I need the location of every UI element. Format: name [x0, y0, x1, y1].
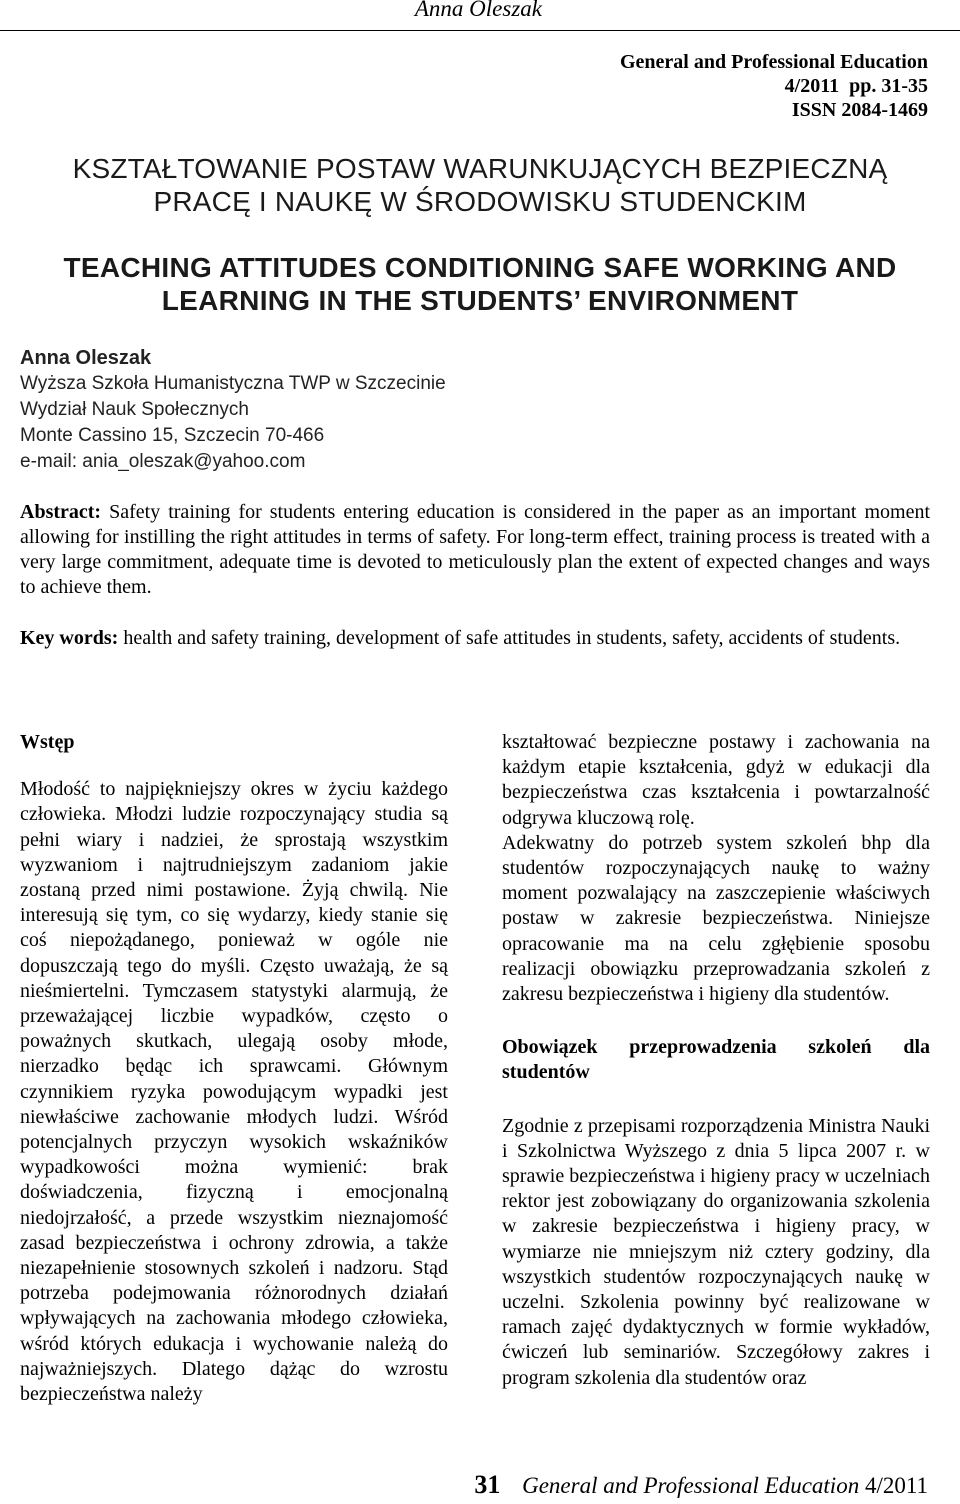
header-rule	[0, 30, 960, 31]
journal-issue-pages: 4/2011 pp. 31-35	[784, 75, 928, 97]
title-english-line-1: TEACHING ATTITUDES CONDITIONING SAFE WORKING AND	[63, 252, 897, 283]
abstract	[20, 500, 930, 600]
page-number: 31	[474, 1470, 501, 1499]
title-polish-line-1: KSZTAŁTOWANIE POSTAW WARUNKUJĄCYCH BEZPIECZNĄ	[72, 153, 888, 184]
footer-journal-name: General and Professional Education	[522, 1473, 860, 1498]
introduction-paragraph: Młodość to najpiękniejszy okres w życiu każdego człowieka. Młodzi ludzie rozpoczynający studia są pełni wiary i nadziei, że sprostają wszystkim wyzwaniom i najtrudniejszym zadaniom jakie zostaną przed nimi postawione. Żyją chwilą. Nie interesują się tym, co się wydarzy, kiedy stanie się coś niepożądanego, ponieważ w ogóle nie dopuszczają tego do myśli. Często uważają, że są nieśmiertelni. Tymczasem statystyki alarmują, że przeważającej liczbie wypadków, często o poważnych skutkach, ulegają osoby młode, nierzadko będąc ich sprawcami. Głównym czynnikiem ryzyka powodującym wypadki jest niewłaściwe zachowanie młodych ludzi. Wśród potencjalnych przyczyn wysokich wskaźników wypadkowości można wymienić: brak doświadczenia, fizyczną i emocjonalną niedojrzałość, a przede wszystkim nieznajomość zasad bezpieczeństwa i ochrony zdrowia, a także niezapełnienie stosownych szkoleń i nadzoru. Stąd potrzeba podejmowania różnorodnych działań wpływających na zachowania młodego człowieka, wśród których edukacja i wychowanie należą do najważniejszych. Dlatego dążąc do wzrostu bezpieczeństwa należy	[20, 778, 448, 1406]
page-footer	[474, 1470, 928, 1500]
keywords-label: Key words:	[20, 627, 119, 649]
abstract-text: Safety training for students entering education is considered in the paper as an important moment allowing for instilling the right attitudes in terms of safety. For long-term effect, training process is treated with a very large commitment, adequate time is devoted to meticulously plan the extent of expected changes and ways to achieve them.	[20, 501, 930, 598]
title-polish	[0, 152, 960, 218]
right-paragraph-3: Zgodnie z przepisami rozporządzenia Ministra Nauki i Szkolnictwa Wyższego z dnia 5 lipca 2007 r. w sprawie bezpieczeństwa i higieny pracy w uczelniach rektor jest zobowiązany do organizowania szkolenia w zakresie bezpieczeństwa i higieny pracy, w wymiarze nie mniejszym niż cztery godziny, dla wszystkich studentów rozpoczynających naukę w uczelni. Szkolenia powinny być realizowane w ramach zajęć dydaktycznych w formie wykładów, ćwiczeń lub seminariów. Szczegółowy zakres i program szkolenia dla studentów oraz	[502, 1114, 930, 1389]
title-english	[0, 251, 960, 317]
title-english-line-2: LEARNING IN THE STUDENTS’ ENVIRONMENT	[161, 285, 799, 316]
right-column	[502, 730, 930, 1391]
right-paragraph-1: kształtować bezpieczne postawy i zachowania na każdym etapie kształcenia, gdyż w edukacji dla bezpieczeństwa czas kształcenia i powtarzalność odgrywa kluczową rolę.	[502, 731, 930, 829]
footer-issue: 4/2011	[864, 1473, 928, 1498]
left-column	[20, 730, 448, 1407]
author-institution: Wyższa Szkoła Humanistyczna TWP w Szczecinie	[20, 373, 446, 394]
section-heading-obligation: Obowiązek przeprowadzenia szkoleń dla studentów	[502, 1036, 930, 1084]
title-polish-line-2: PRACĘ I NAUKĘ W ŚRODOWISKU STUDENCKIM	[153, 186, 807, 217]
author-department: Wydział Nauk Społecznych	[20, 399, 249, 420]
author-address: Monte Cassino 15, Szczecin 70-466	[20, 425, 325, 446]
journal-name: General and Professional Education	[620, 51, 928, 73]
journal-info	[620, 50, 928, 122]
author-name: Anna Oleszak	[20, 347, 152, 369]
abstract-label: Abstract:	[20, 501, 102, 523]
author-block	[20, 345, 446, 475]
right-paragraph-2: Adekwatny do potrzeb system szkoleń bhp dla studentów rozpoczynających naukę to ważny moment pozwalający na zaszczepienie właściwych postaw w zakresie bezpieczeństwa. Niniejsze opracowanie ma na celu zgłębienie sposobu realizacji obowiązku przeprowadzania szkoleń z zakresu bezpieczeństwa i higieny dla studentów.	[502, 831, 930, 1006]
keywords	[20, 626, 930, 651]
running-head: Anna Oleszak	[414, 0, 542, 21]
journal-issn: ISSN 2084-1469	[791, 99, 928, 121]
keywords-text: health and safety training, development of safe attitudes in students, safety, accidents of students.	[123, 627, 901, 649]
author-email: e-mail: ania_oleszak@yahoo.com	[20, 451, 306, 472]
section-heading-introduction: Wstęp	[20, 731, 75, 753]
